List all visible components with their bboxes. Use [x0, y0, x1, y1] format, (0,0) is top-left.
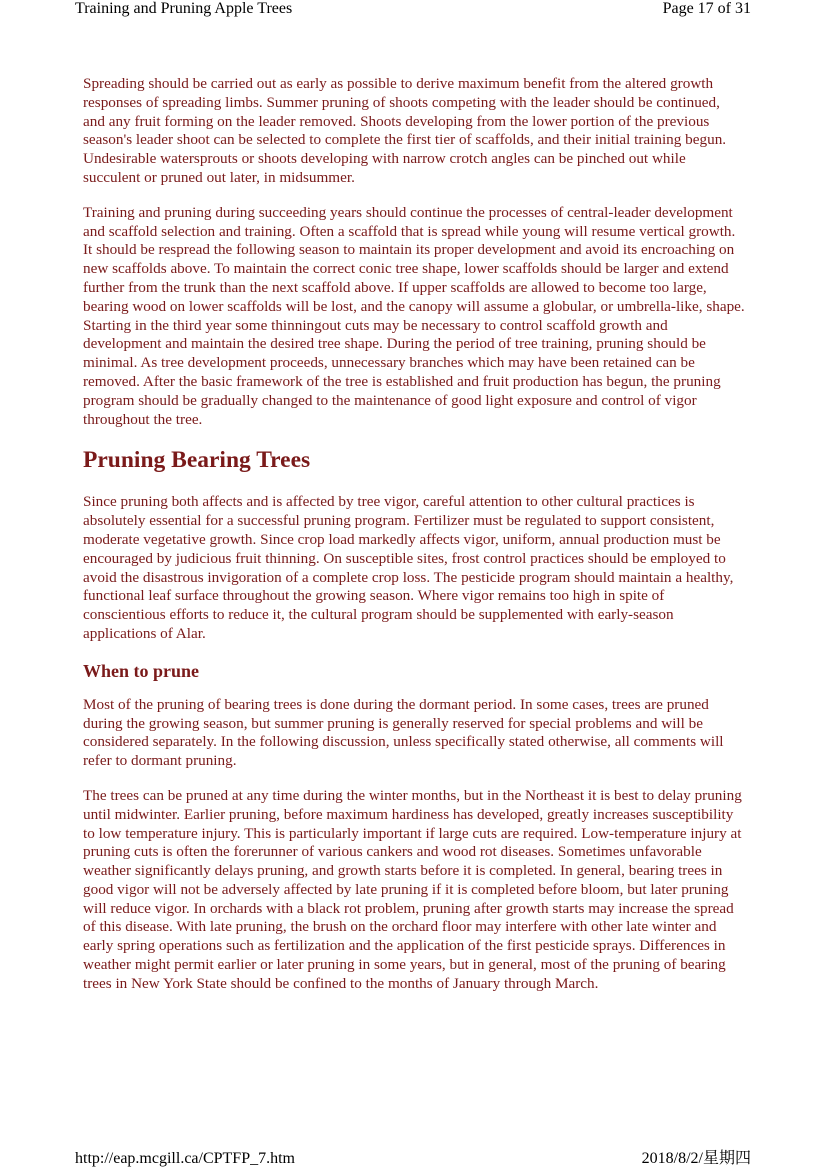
paragraph-vigor: Since pruning both affects and is affected by tree vigor, careful attention to other cultural practices is absolutely essential for a successful pruning program. Fertilizer must be regulated to support consistent, moderate vegetative growth. Since crop load markedly affects vigor, uniform, annual production must be encouraged by judicious fruit thinning. On susceptible sites, frost control practices should be employed to avoid the disastrous invigoration of a complete crop loss. The pesticide program should maintain a healthy, functional leaf surface throughout the growing season. Where vigor remains too high in spite of conscientious efforts to reduce it, the cultural program should be supplemented with early-season applications of Alar.	[83, 493, 734, 642]
page-number: Page 17 of 31	[662, 0, 751, 17]
subsection-heading-when-to-prune: When to prune	[83, 660, 200, 681]
paragraph-spreading: Spreading should be carried out as early as possible to derive maximum benefit from the altered growth responses of spreading limbs. Summer pruning of shoots competing with the leader should be continued, and any fruit forming on the leader removed. Shoots developing from the lower portion of the previous season's leader shoot can be selected to complete the first tier of scaffolds, and their initial training begun. Undesirable watersprouts or shoots developing with narrow crotch angles can be pinched out while succulent or pruned out later, in midsummer.	[83, 75, 727, 186]
print-header	[75, 0, 751, 18]
paragraph-training-succeeding-years: Training and pruning during succeeding years should continue the processes of central-leader development and scaffold selection and training. Often a scaffold that is spread while young will resume vertical growth. It should be respread the following season to maintain its proper development and avoid its encroaching on new scaffolds above. To maintain the correct conic tree shape, lower scaffolds should be larger and extend further from the trunk than the next scaffold above. If upper scaffolds are allowed to become too large, bearing wood on lower scaffolds will be lost, and the canopy will assume a globular, or umbrella-like, shape. Starting in the third year some thinningout cuts may be necessary to control scaffold growth and development and maintain the desired tree shape. During the period of tree training, pruning should be minimal. As tree development proceeds, unnecessary branches which may have been retained can be removed. After the basic framework of the tree is established and fruit production has begun, the pruning program should be gradually changed to the maintenance of good light exposure and control of vigor throughout the tree.	[83, 203, 745, 428]
page-url: http://eap.mcgill.ca/CPTFP_7.htm	[75, 1150, 295, 1167]
paragraph-dormant-period: Most of the pruning of bearing trees is done during the dormant period. In some cases, trees are pruned during the growing season, but summer pruning is generally reserved for special problems and will be considered separately. In the following discussion, unless specifically stated otherwise, all comments will refer to dormant pruning.	[83, 695, 724, 770]
paragraph-winter-months: The trees can be pruned at any time during the winter months, but in the Northeast it is best to delay pruning until midwinter. Earlier pruning, before maximum hardiness has developed, greatly increases susceptibility to low temperature injury. This is particularly important if large cuts are required. Low-temperature injury at pruning cuts is often the forerunner of various cankers and wood rot diseases. Sometimes unfavorable weather significantly delays pruning, and growth starts before it is completed. In general, bearing trees in good vigor will not be adversely affected by late pruning if it is completed before bloom, but later pruning will reduce vigor. In orchards with a black rot problem, pruning after growth starts may increase the spread of this disease. With late pruning, the brush on the orchard floor may interfere with other late winter and early spring operations such as fertilization and the application of the first pesticide sprays. Differences in weather might permit earlier or later pruning in some years, but in general, most of the pruning of bearing trees in New York State should be confined to the months of January through March.	[83, 786, 742, 992]
article-content	[83, 75, 745, 1010]
section-heading-pruning-bearing-trees: Pruning Bearing Trees	[83, 447, 311, 474]
print-footer	[75, 1150, 751, 1168]
document-title: Training and Pruning Apple Trees	[75, 0, 293, 17]
print-date: 2018/8/2/星期四	[641, 1150, 751, 1167]
